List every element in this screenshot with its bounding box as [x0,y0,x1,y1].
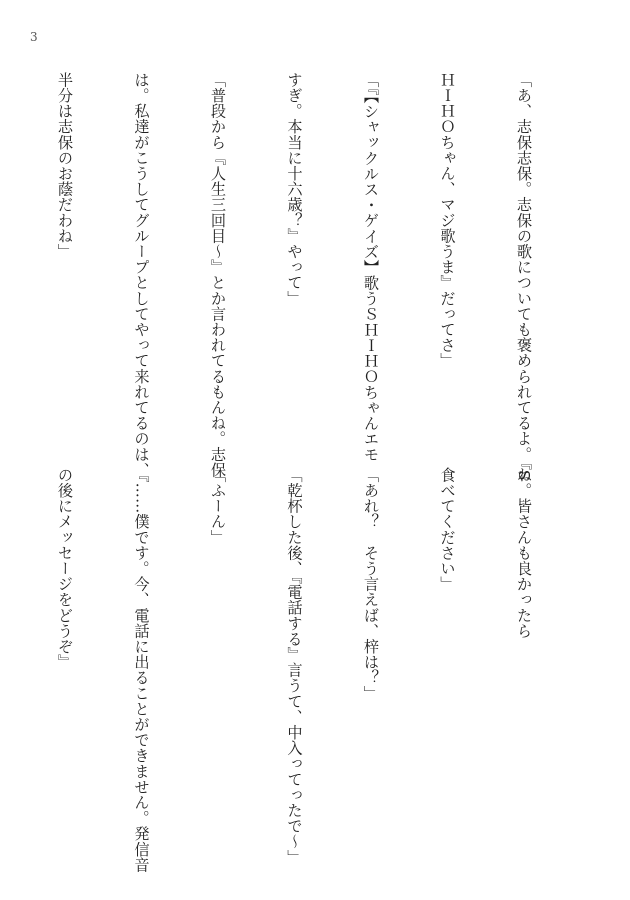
text-line: 半分は志保のお蔭だわね」 [56,72,74,260]
text-line: ね。皆さんも良かったら [515,467,533,639]
text-line: 「あ、志保志保。志保の歌についても褒められてるよ。『S [515,72,533,481]
text-line: 「ふーん」 [209,467,227,545]
lower-text-column [0,467,587,873]
text-line [0,467,1,827]
text-line: 「普段から『人生三回目～』とか言われてるもんね。志保 [209,72,227,478]
text-line: の後にメッセージをどうぞ』 [56,467,74,670]
text-line: は。私達がこうしてグループとしてやって来れてるのは、 [132,72,151,478]
upper-text-column [0,72,587,481]
page-number: 3 [30,30,38,44]
text-line [0,72,1,412]
text-line: 食べてください」 [438,467,457,592]
text-line: 『……僕です。今、電話に出ることができません。発信音 [132,467,151,873]
text-line: 「乾杯した後、『電話する』言うて、中入ってったで～」 [285,467,304,865]
text-line: すぎ。本当に十六歳？』やって」 [285,72,304,306]
text-line: ＨＩＨＯちゃん、マジ歌うま』だってさ」 [438,72,457,369]
text-line: 「あれ？ そう言えば、梓は？」 [362,467,380,701]
text-line: 「『【シャックルス・ゲイズ】歌うＳＨＩＨＯちゃんエモ [362,72,380,463]
